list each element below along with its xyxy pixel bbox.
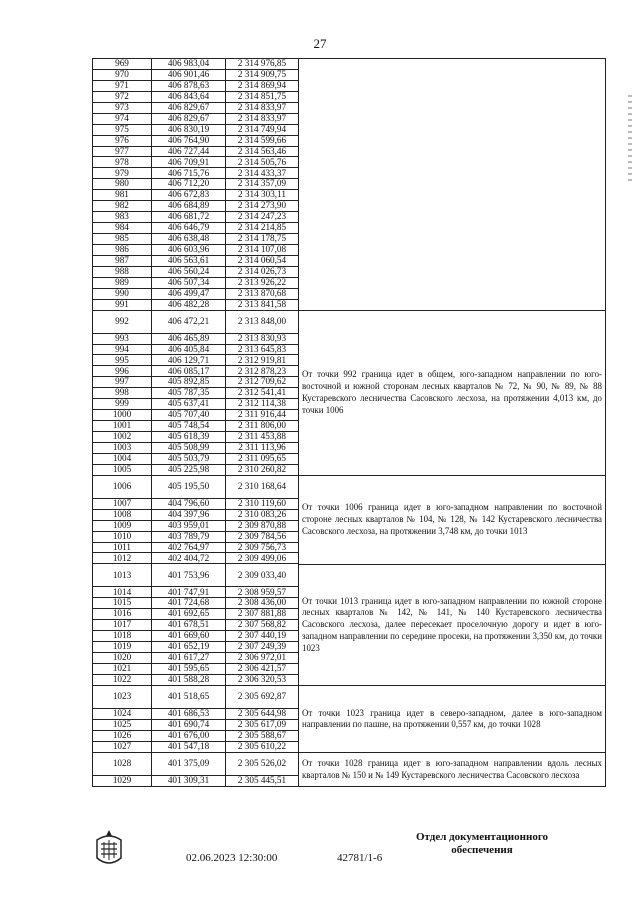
point-number-cell: 1013 bbox=[93, 564, 152, 587]
y-coordinate-cell: 2 311 916,44 bbox=[226, 410, 299, 421]
x-coordinate-cell: 401 747,91 bbox=[152, 587, 226, 598]
y-coordinate-cell: 2 314 303,11 bbox=[226, 190, 299, 201]
y-coordinate-cell: 2 312 919,81 bbox=[226, 355, 299, 366]
stamp-line-1: Отдел документационного bbox=[415, 831, 549, 843]
department-stamp bbox=[382, 831, 582, 857]
x-coordinate-cell: 406 672,83 bbox=[152, 190, 226, 201]
point-number-cell: 985 bbox=[93, 234, 152, 245]
x-coordinate-cell: 406 901,46 bbox=[152, 70, 226, 81]
point-number-cell: 1003 bbox=[93, 443, 152, 454]
boundary-description bbox=[299, 476, 605, 565]
y-coordinate-cell: 2 310 168,64 bbox=[226, 476, 299, 499]
point-number-cell: 994 bbox=[93, 345, 152, 356]
y-coordinate-cell: 2 305 588,67 bbox=[226, 731, 299, 742]
y-coordinate-cell: 2 306 320,53 bbox=[226, 675, 299, 686]
point-number-cell: 973 bbox=[93, 103, 152, 114]
y-coordinate-cell: 2 310 260,82 bbox=[226, 465, 299, 476]
y-coordinate-cell: 2 313 830,93 bbox=[226, 334, 299, 345]
y-coordinate-cell: 2 314 976,85 bbox=[226, 59, 299, 70]
x-coordinate-cell: 406 983,04 bbox=[152, 59, 226, 70]
x-coordinate-cell: 406 603,96 bbox=[152, 245, 226, 256]
y-coordinate-cell: 2 306 972,01 bbox=[226, 653, 299, 664]
x-coordinate-cell: 401 375,09 bbox=[152, 753, 226, 776]
y-coordinate-cell: 2 307 249,39 bbox=[226, 642, 299, 653]
coat-of-arms-emblem bbox=[92, 828, 126, 868]
boundary-description bbox=[299, 311, 605, 476]
y-coordinate-cell: 2 310 119,60 bbox=[226, 499, 299, 510]
y-coordinate-cell: 2 314 273,90 bbox=[226, 201, 299, 212]
y-coordinate-cell: 2 305 617,09 bbox=[226, 720, 299, 731]
x-coordinate-cell: 401 669,60 bbox=[152, 631, 226, 642]
y-coordinate-cell: 2 311 453,88 bbox=[226, 432, 299, 443]
point-number-cell: 1016 bbox=[93, 609, 152, 620]
coordinates-table bbox=[92, 58, 606, 787]
y-coordinate-cell: 2 309 033,40 bbox=[226, 564, 299, 587]
point-number-cell: 999 bbox=[93, 399, 152, 410]
y-coordinate-cell: 2 307 881,88 bbox=[226, 609, 299, 620]
point-number-cell: 982 bbox=[93, 201, 152, 212]
x-coordinate-cell: 401 692,65 bbox=[152, 609, 226, 620]
boundary-description bbox=[299, 686, 605, 753]
x-coordinate-cell: 405 225,98 bbox=[152, 465, 226, 476]
point-number-cell: 1004 bbox=[93, 454, 152, 465]
point-number-cell: 1002 bbox=[93, 432, 152, 443]
boundary-description-text: От точки 1013 граница идет в юго-западном направлении по южной стороне лесных кварталов № 142, № 141, № 140 Кустаревского лесничества Сасовского лесхоза, далее пересекает проселочную дорогу и идет в юго-западном направлении по середине просеки, на протяжении 3,350 км, до точки 1023 bbox=[302, 595, 602, 653]
x-coordinate-cell: 406 829,67 bbox=[152, 103, 226, 114]
x-coordinate-cell: 406 684,89 bbox=[152, 201, 226, 212]
point-number-cell: 983 bbox=[93, 212, 152, 223]
y-coordinate-cell: 2 308 436,00 bbox=[226, 598, 299, 609]
point-number-cell: 1018 bbox=[93, 631, 152, 642]
point-number-cell: 978 bbox=[93, 157, 152, 168]
page-number: 27 bbox=[313, 36, 327, 51]
point-number-cell: 1023 bbox=[93, 686, 152, 709]
y-coordinate-cell: 2 313 841,58 bbox=[226, 300, 299, 311]
y-coordinate-cell: 2 314 505,76 bbox=[226, 157, 299, 168]
x-coordinate-cell: 405 748,54 bbox=[152, 421, 226, 432]
x-coordinate-cell: 401 547,18 bbox=[152, 742, 226, 753]
point-number-cell: 1005 bbox=[93, 465, 152, 476]
x-coordinate-cell: 406 405,84 bbox=[152, 345, 226, 356]
description-column bbox=[299, 59, 606, 787]
point-number-cell: 977 bbox=[93, 147, 152, 158]
y-coordinate-cell: 2 312 878,23 bbox=[226, 366, 299, 377]
x-coordinate-cell: 406 129,71 bbox=[152, 355, 226, 366]
point-number-cell: 1007 bbox=[93, 499, 152, 510]
x-coordinate-cell: 406 715,76 bbox=[152, 168, 226, 179]
x-coordinate-cell: 406 638,48 bbox=[152, 234, 226, 245]
x-coordinate-cell: 401 753,96 bbox=[152, 564, 226, 587]
x-coordinate-cell: 405 503,79 bbox=[152, 454, 226, 465]
y-coordinate-cell: 2 314 833,97 bbox=[226, 103, 299, 114]
x-coordinate-cell: 406 709,91 bbox=[152, 157, 226, 168]
point-number-cell: 1015 bbox=[93, 598, 152, 609]
y-coordinate-cell: 2 309 784,56 bbox=[226, 532, 299, 543]
x-coordinate-cell: 406 830,19 bbox=[152, 125, 226, 136]
x-coordinate-cell: 403 959,01 bbox=[152, 521, 226, 532]
y-coordinate-cell: 2 312 114,38 bbox=[226, 399, 299, 410]
point-number-cell: 988 bbox=[93, 267, 152, 278]
y-coordinate-cell: 2 308 959,57 bbox=[226, 587, 299, 598]
y-coordinate-cell: 2 305 526,02 bbox=[226, 753, 299, 776]
y-coordinate-cell: 2 314 749,94 bbox=[226, 125, 299, 136]
point-number-cell: 1014 bbox=[93, 587, 152, 598]
point-number-cell: 976 bbox=[93, 136, 152, 147]
y-coordinate-cell: 2 314 433,37 bbox=[226, 168, 299, 179]
point-number-cell: 1012 bbox=[93, 553, 152, 564]
y-coordinate-cell: 2 309 870,88 bbox=[226, 521, 299, 532]
x-coordinate-cell: 401 690,74 bbox=[152, 720, 226, 731]
x-coordinate-cell: 406 829,67 bbox=[152, 114, 226, 125]
y-coordinate-cell: 2 314 357,09 bbox=[226, 179, 299, 190]
y-coordinate-cell: 2 311 095,65 bbox=[226, 454, 299, 465]
y-coordinate-cell: 2 310 083,26 bbox=[226, 510, 299, 521]
point-number-cell: 1010 bbox=[93, 532, 152, 543]
y-coordinate-cell: 2 314 060,54 bbox=[226, 256, 299, 267]
point-number-cell: 1017 bbox=[93, 620, 152, 631]
x-coordinate-cell: 406 727,44 bbox=[152, 147, 226, 158]
point-number-cell: 1022 bbox=[93, 675, 152, 686]
point-number-cell: 972 bbox=[93, 92, 152, 103]
point-number-cell: 998 bbox=[93, 388, 152, 399]
point-number-cell: 996 bbox=[93, 366, 152, 377]
x-coordinate-cell: 402 764,97 bbox=[152, 543, 226, 554]
x-coordinate-cell: 402 404,72 bbox=[152, 553, 226, 564]
x-coordinate-cell: 406 482,28 bbox=[152, 300, 226, 311]
x-coordinate-cell: 401 652,19 bbox=[152, 642, 226, 653]
y-coordinate-cell: 2 307 568,82 bbox=[226, 620, 299, 631]
y-coordinate-cell: 2 305 692,87 bbox=[226, 686, 299, 709]
y-coordinate-cell: 2 313 848,00 bbox=[226, 311, 299, 334]
x-coordinate-cell: 401 588,28 bbox=[152, 675, 226, 686]
x-coordinate-cell: 405 195,50 bbox=[152, 476, 226, 499]
point-number-cell: 984 bbox=[93, 223, 152, 234]
x-coordinate-cell: 401 595,65 bbox=[152, 664, 226, 675]
point-number-cell: 1019 bbox=[93, 642, 152, 653]
footer-datetime: 02.06.2023 12:30:00 bbox=[186, 852, 278, 864]
point-number-cell: 1006 bbox=[93, 476, 152, 499]
x-coordinate-cell: 406 085,17 bbox=[152, 366, 226, 377]
y-coordinate-cell: 2 311 806,00 bbox=[226, 421, 299, 432]
point-number-cell: 970 bbox=[93, 70, 152, 81]
stamp-line-2: обеспечения bbox=[451, 844, 513, 856]
point-number-cell: 1024 bbox=[93, 709, 152, 720]
x-coordinate-cell: 406 843,64 bbox=[152, 92, 226, 103]
point-number-cell: 993 bbox=[93, 334, 152, 345]
point-number-cell: 975 bbox=[93, 125, 152, 136]
point-number-cell: 1021 bbox=[93, 664, 152, 675]
x-coordinate-cell: 401 518,65 bbox=[152, 686, 226, 709]
y-coordinate-cell: 2 305 644,98 bbox=[226, 709, 299, 720]
point-number-cell: 1025 bbox=[93, 720, 152, 731]
point-number-cell: 974 bbox=[93, 114, 152, 125]
boundary-description bbox=[299, 59, 605, 311]
boundary-description-text: От точки 1028 граница идет в юго-западном направлении вдоль лесных кварталов № 150 и № 149 Кустаревского лесничества Сасовского лесхоза bbox=[302, 757, 602, 780]
x-coordinate-cell: 401 676,00 bbox=[152, 731, 226, 742]
boundary-description-text: От точки 1006 граница идет в юго-западном направлении по восточной стороне лесных кварталов № 104, № 128, № 142 Кустаревского лесничества Сасовского лесхоза, на протяжении 3,748 км, до точки 1013 bbox=[302, 502, 602, 536]
point-number-cell: 1026 bbox=[93, 731, 152, 742]
x-coordinate-cell: 405 508,99 bbox=[152, 443, 226, 454]
y-coordinate-cell: 2 309 756,73 bbox=[226, 543, 299, 554]
point-number-cell: 990 bbox=[93, 289, 152, 300]
y-coordinate-cell: 2 313 645,83 bbox=[226, 345, 299, 356]
point-number-cell: 1027 bbox=[93, 742, 152, 753]
x-coordinate-cell: 406 499,47 bbox=[152, 289, 226, 300]
y-coordinate-cell: 2 313 870,68 bbox=[226, 289, 299, 300]
y-coordinate-cell: 2 306 421,57 bbox=[226, 664, 299, 675]
x-coordinate-cell: 406 646,79 bbox=[152, 223, 226, 234]
y-coordinate-cell: 2 312 709,62 bbox=[226, 377, 299, 388]
y-coordinate-cell: 2 305 445,51 bbox=[226, 776, 299, 787]
point-number-cell: 991 bbox=[93, 300, 152, 311]
x-coordinate-cell: 405 637,41 bbox=[152, 399, 226, 410]
point-number-cell: 997 bbox=[93, 377, 152, 388]
point-number-cell: 989 bbox=[93, 278, 152, 289]
y-coordinate-cell: 2 314 869,94 bbox=[226, 81, 299, 92]
point-number-cell: 1028 bbox=[93, 753, 152, 776]
y-coordinate-cell: 2 314 833,97 bbox=[226, 114, 299, 125]
x-coordinate-cell: 406 563,61 bbox=[152, 256, 226, 267]
x-coordinate-cell: 401 678,51 bbox=[152, 620, 226, 631]
x-coordinate-cell: 405 787,35 bbox=[152, 388, 226, 399]
x-coordinate-cell: 406 878,63 bbox=[152, 81, 226, 92]
x-coordinate-cell: 406 472,21 bbox=[152, 311, 226, 334]
x-coordinate-cell: 405 618,39 bbox=[152, 432, 226, 443]
y-coordinate-cell: 2 314 178,75 bbox=[226, 234, 299, 245]
boundary-description-text: От точки 1023 граница идет в северо-западном, далее в юго-западном направлении по пашне, на протяжении 0,557 км, до точки 1028 bbox=[302, 707, 602, 730]
y-coordinate-cell: 2 307 440,19 bbox=[226, 631, 299, 642]
y-coordinate-cell: 2 314 026,73 bbox=[226, 267, 299, 278]
y-coordinate-cell: 2 305 610,22 bbox=[226, 742, 299, 753]
point-number-cell: 981 bbox=[93, 190, 152, 201]
point-number-cell: 969 bbox=[93, 59, 152, 70]
point-number-cell: 995 bbox=[93, 355, 152, 366]
y-coordinate-cell: 2 311 113,96 bbox=[226, 443, 299, 454]
x-coordinate-cell: 401 309,31 bbox=[152, 776, 226, 787]
x-coordinate-cell: 403 789,79 bbox=[152, 532, 226, 543]
y-coordinate-cell: 2 312 541,41 bbox=[226, 388, 299, 399]
x-coordinate-cell: 401 686,53 bbox=[152, 709, 226, 720]
y-coordinate-cell: 2 314 909,75 bbox=[226, 70, 299, 81]
footer-doc-number: 42781/1-6 bbox=[337, 852, 383, 864]
x-coordinate-cell: 406 712,20 bbox=[152, 179, 226, 190]
x-coordinate-cell: 404 397,96 bbox=[152, 510, 226, 521]
y-coordinate-cell: 2 314 851,75 bbox=[226, 92, 299, 103]
point-number-cell: 1008 bbox=[93, 510, 152, 521]
x-coordinate-cell: 406 465,89 bbox=[152, 334, 226, 345]
point-number-cell: 1029 bbox=[93, 776, 152, 787]
margin-scan-mark bbox=[628, 95, 632, 185]
point-number-cell: 992 bbox=[93, 311, 152, 334]
y-coordinate-cell: 2 314 563,46 bbox=[226, 147, 299, 158]
point-number-cell: 987 bbox=[93, 256, 152, 267]
y-coordinate-cell: 2 314 214,85 bbox=[226, 223, 299, 234]
y-coordinate-cell: 2 314 599,66 bbox=[226, 136, 299, 147]
boundary-description bbox=[299, 565, 605, 687]
x-coordinate-cell: 406 764,90 bbox=[152, 136, 226, 147]
y-coordinate-cell: 2 314 107,08 bbox=[226, 245, 299, 256]
x-coordinate-cell: 406 507,34 bbox=[152, 278, 226, 289]
point-number-cell: 979 bbox=[93, 168, 152, 179]
x-coordinate-cell: 404 796,60 bbox=[152, 499, 226, 510]
x-coordinate-cell: 405 707,40 bbox=[152, 410, 226, 421]
y-coordinate-cell: 2 314 247,23 bbox=[226, 212, 299, 223]
point-number-cell: 1000 bbox=[93, 410, 152, 421]
x-coordinate-cell: 406 681,72 bbox=[152, 212, 226, 223]
y-coordinate-cell: 2 309 499,06 bbox=[226, 553, 299, 564]
x-coordinate-cell: 405 892,85 bbox=[152, 377, 226, 388]
boundary-description bbox=[299, 753, 605, 787]
point-number-cell: 971 bbox=[93, 81, 152, 92]
point-number-cell: 1011 bbox=[93, 543, 152, 554]
x-coordinate-cell: 406 560,24 bbox=[152, 267, 226, 278]
x-coordinate-cell: 401 724,68 bbox=[152, 598, 226, 609]
x-coordinate-cell: 401 617,27 bbox=[152, 653, 226, 664]
point-number-cell: 980 bbox=[93, 179, 152, 190]
point-number-cell: 986 bbox=[93, 245, 152, 256]
point-number-cell: 1001 bbox=[93, 421, 152, 432]
point-number-cell: 1020 bbox=[93, 653, 152, 664]
boundary-description-text: От точки 992 граница идет в общем, юго-западном направлении по юго-восточной и южной сторонам лесных кварталов № 72, № 90, № 89, № 88 Кустаревского лесничества Сасовского лесхоза, на протяжении 4,013 км, до точки 1006 bbox=[302, 369, 602, 415]
y-coordinate-cell: 2 313 926,22 bbox=[226, 278, 299, 289]
point-number-cell: 1009 bbox=[93, 521, 152, 532]
